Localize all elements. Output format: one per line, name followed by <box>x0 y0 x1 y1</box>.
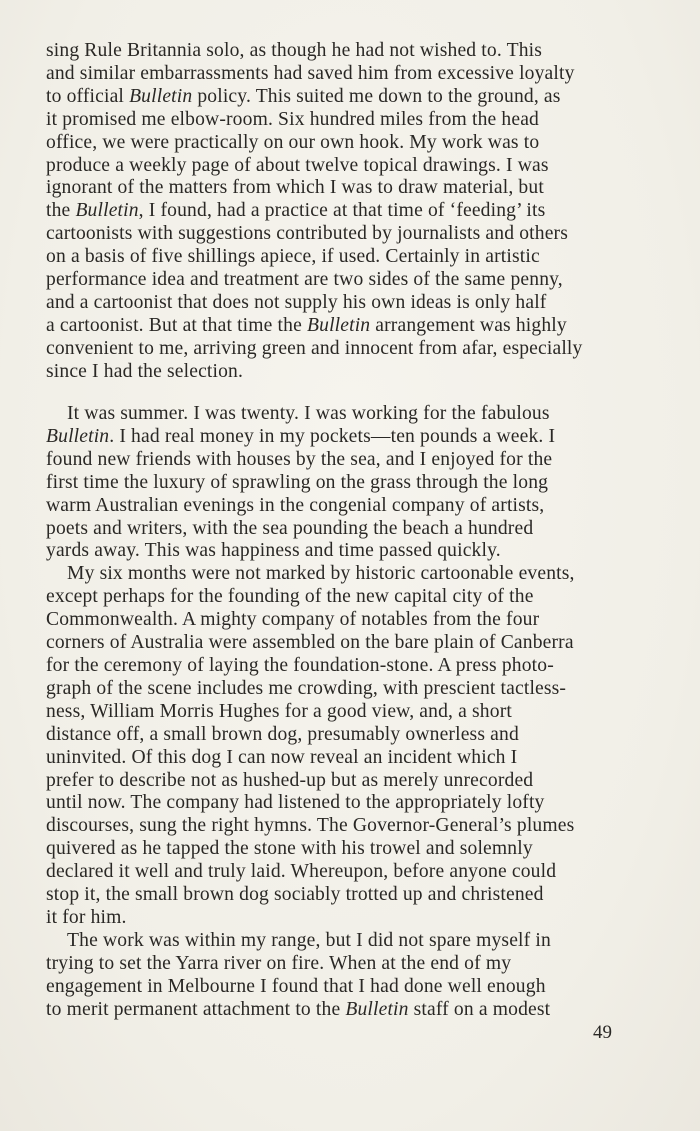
text-line: discourses, sung the right hymns. The Governor-General’s plumes <box>46 815 575 837</box>
text-line: it for him. <box>46 906 127 928</box>
text-line: and a cartoonist that does not supply his own ideas is only half <box>46 291 547 313</box>
text-line: ignorant of the matters from which I was to draw material, but <box>46 177 544 199</box>
text-line: convenient to me, arriving green and innocent from afar, especially <box>46 337 583 359</box>
paragraph-3 <box>46 563 612 930</box>
text-line: My six months were not marked by historic cartoonable events, <box>67 563 575 585</box>
text-line: until now. The company had listened to the appropriately lofty <box>46 792 545 814</box>
text-line: distance off, a small brown dog, presumably ownerless and <box>46 723 519 745</box>
text-line: cartoonists with suggestions contributed by journalists and others <box>46 223 568 245</box>
paragraph-4 <box>46 930 612 1022</box>
text-line: except perhaps for the founding of the new capital city of the <box>46 586 534 608</box>
text-line: Bulletin. I had real money in my pockets—ten pounds a week. I <box>46 425 556 447</box>
text-line: for the ceremony of laying the foundation-stone. A press photo- <box>46 654 554 676</box>
text-line: It was summer. I was twenty. I was working for the fabulous <box>67 403 550 424</box>
text-line: on a basis of five shillings apiece, if used. Certainly in artistic <box>46 246 540 268</box>
text-line: office, we were practically on our own hook. My work was to <box>46 131 540 153</box>
text-line: graph of the scene includes me crowding, with prescient tactless- <box>46 677 567 699</box>
text-line: to merit permanent attachment to the Bulletin staff on a modest <box>46 998 551 1020</box>
text-line: trying to set the Yarra river on fire. When at the end of my <box>46 952 512 974</box>
text-line: ness, William Morris Hughes for a good view, and, a short <box>46 700 512 722</box>
text-line: to official Bulletin policy. This suited me down to the ground, as <box>46 85 561 107</box>
text-line: a cartoonist. But at that time the Bulletin arrangement was highly <box>46 314 567 336</box>
text-line: first time the luxury of sprawling on the grass through the long <box>46 471 549 493</box>
text-line: poets and writers, with the sea pounding the beach a hundred <box>46 517 534 539</box>
text-line: stop it, the small brown dog sociably trotted up and christened <box>46 884 544 906</box>
text-line: Commonwealth. A mighty company of notables from the four <box>46 609 540 631</box>
text-line: and similar embarrassments had saved him from excessive loyalty <box>46 62 575 84</box>
text-line: produce a weekly page of about twelve topical drawings. I was <box>46 154 549 176</box>
text-block-top <box>46 40 612 384</box>
text-line: sing Rule Britannia solo, as though he had not wished to. This <box>46 40 543 61</box>
text-line: found new friends with houses by the sea, and I enjoyed for the <box>46 448 553 470</box>
text-line: The work was within my range, but I did not spare myself in <box>67 929 551 951</box>
text-line: uninvited. Of this dog I can now reveal an incident which I <box>46 746 518 768</box>
text-block-main <box>46 403 612 1021</box>
text-line: prefer to describe not as hushed-up but as merely unrecorded <box>46 769 534 791</box>
text-line: performance idea and treatment are two sides of the same penny, <box>46 269 563 291</box>
text-line: since I had the selection. <box>46 360 244 382</box>
paragraph-1 <box>46 40 612 384</box>
text-line: yards away. This was happiness and time passed quickly. <box>46 540 501 562</box>
text-line: warm Australian evenings in the congenial company of artists, <box>46 494 545 516</box>
text-line: quivered as he tapped the stone with his trowel and solemnly <box>46 838 533 860</box>
text-line: the Bulletin, I found, had a practice at that time of ‘feeding’ its <box>46 200 546 222</box>
page-number: 49 <box>593 1022 612 1043</box>
text-line: it promised me elbow-room. Six hundred miles from the head <box>46 108 540 130</box>
paragraph-2 <box>46 403 612 563</box>
text-line: engagement in Melbourne I found that I had done well enough <box>46 975 546 997</box>
text-line: declared it well and truly laid. Whereupon, before anyone could <box>46 861 557 883</box>
text-line: corners of Australia were assembled on the bare plain of Canberra <box>46 632 574 654</box>
